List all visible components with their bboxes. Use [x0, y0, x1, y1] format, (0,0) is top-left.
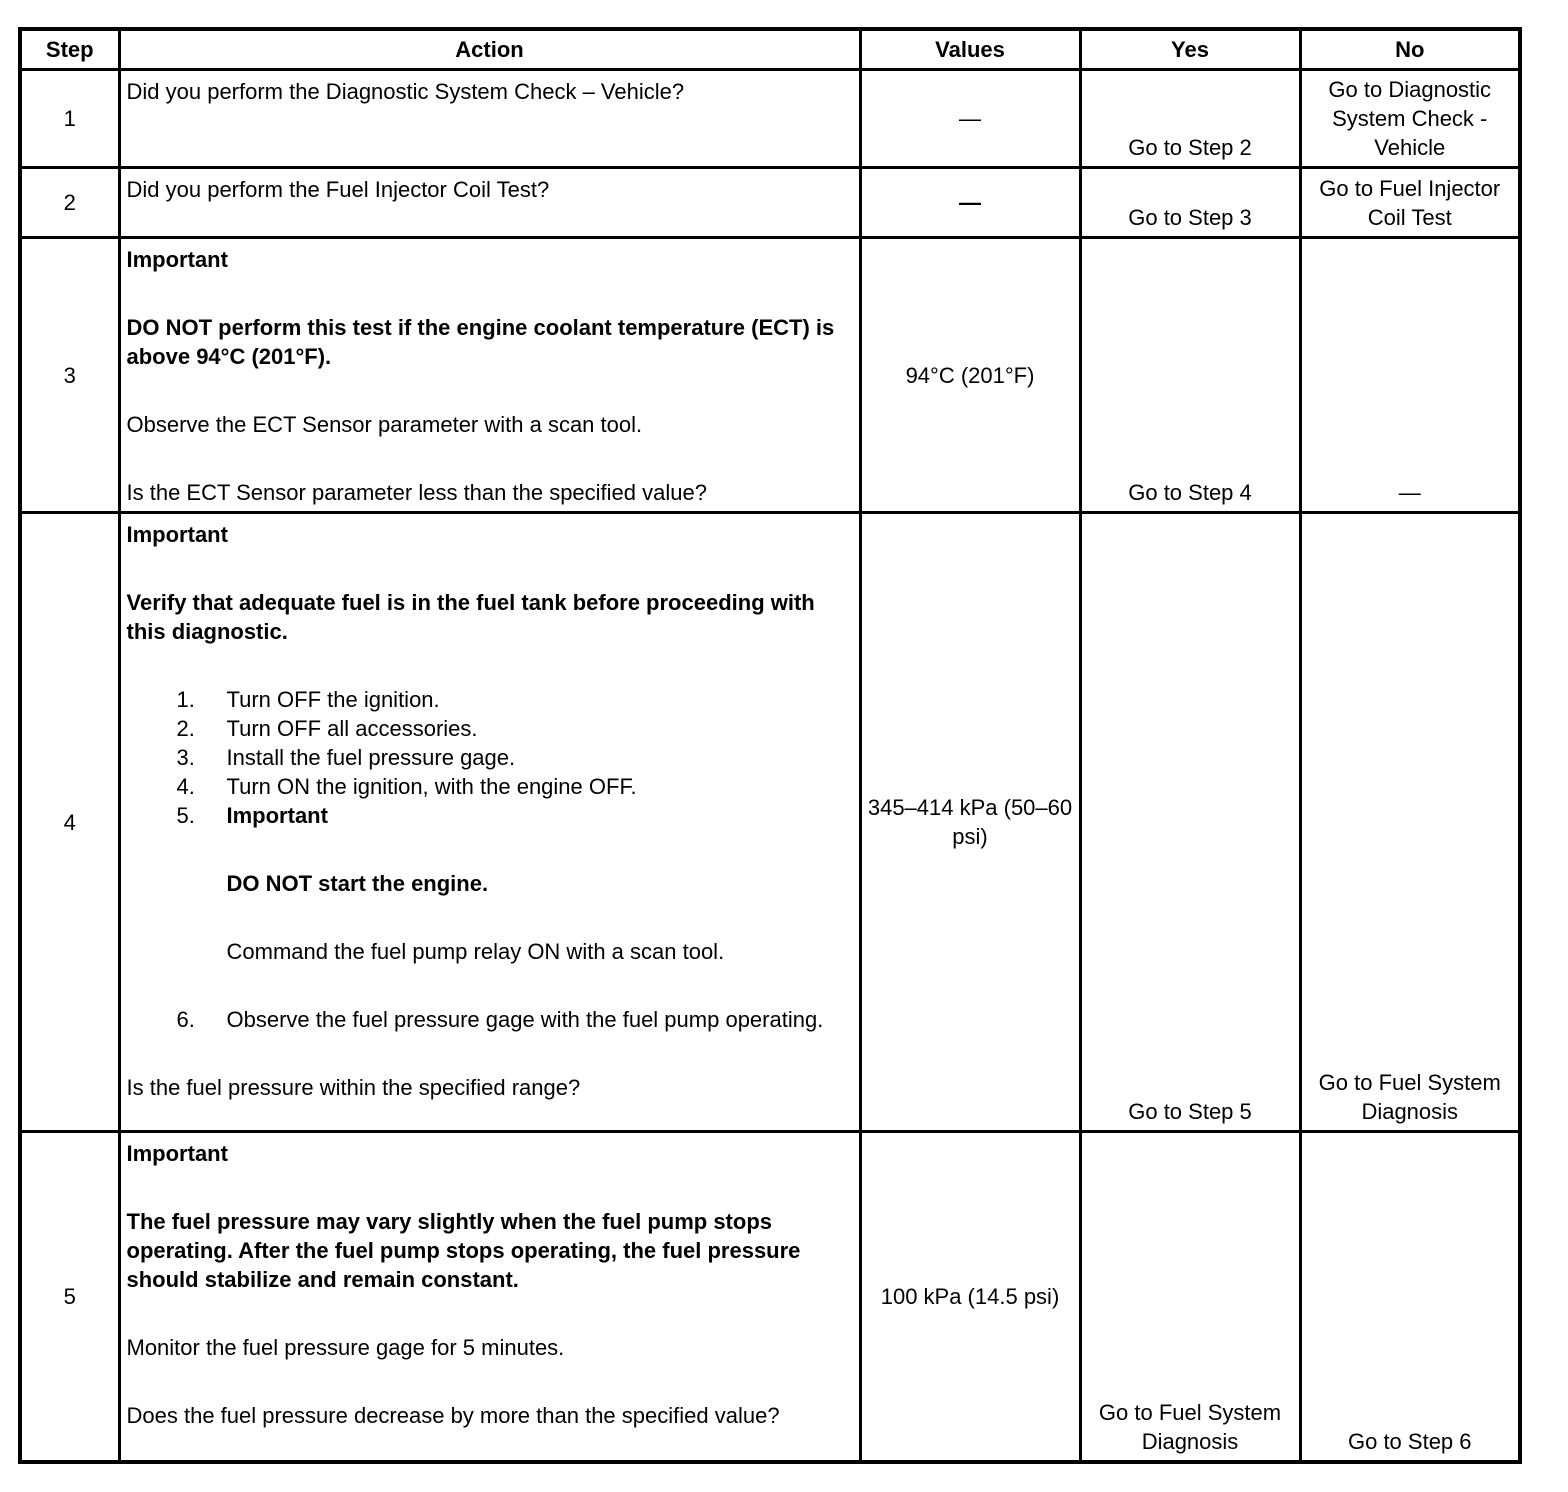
action-cell [119, 168, 860, 238]
list-item: 5. Important DO NOT start the engine. Command the fuel pump relay ON with a scan tool. [177, 801, 855, 1005]
list-item: 2. Turn OFF all accessories. [176, 716, 478, 741]
important-text: The fuel pressure may vary slightly when the fuel pump stops operating. After the fuel pump stops operating, the fuel pressure should stabilize and remain constant. [126, 1209, 801, 1292]
table-row [20, 238, 1520, 513]
action-cell [119, 1132, 860, 1462]
yes-cell: Go to Step 4 [1080, 238, 1300, 513]
table-row [20, 168, 1520, 238]
instruction-text: Command the fuel pump relay ON with a scan tool. [226, 939, 725, 964]
yes-cell: Go to Fuel System Diagnosis [1080, 1132, 1300, 1462]
no-cell: Go to Step 6 [1300, 1132, 1520, 1462]
important-label: Important [126, 247, 228, 272]
header-no: No [1300, 29, 1520, 70]
header-row [20, 29, 1520, 70]
no-cell: Go to Fuel System Diagnosis [1300, 513, 1520, 1132]
no-cell: Go to Diagnostic System Check - Vehicle [1300, 70, 1520, 168]
question-text: Did you perform the Fuel Injector Coil Test? [126, 177, 550, 202]
table-row [20, 1132, 1520, 1462]
important-label: Important [126, 1141, 228, 1166]
diagnostic-table [18, 27, 1522, 1464]
values-cell: 345–414 kPa (50–60 psi) [860, 513, 1080, 1132]
list-item: 4. Turn ON the ignition, with the engine OFF. [176, 774, 637, 799]
important-text: DO NOT start the engine. [226, 871, 489, 896]
important-label: Important [126, 522, 228, 547]
list-item: 3. Install the fuel pressure gage. [176, 745, 516, 770]
yes-cell: Go to Step 5 [1080, 513, 1300, 1132]
header-yes: Yes [1080, 29, 1300, 70]
important-text: DO NOT perform this test if the engine coolant temperature (ECT) is above 94°C (201°F). [126, 315, 835, 369]
important-text: Verify that adequate fuel is in the fuel tank before proceeding with this diagnostic. [126, 590, 815, 644]
header-values: Values [860, 29, 1080, 70]
list-item: 1. Turn OFF the ignition. [176, 687, 440, 712]
values-cell: 94°C (201°F) [860, 238, 1080, 513]
step-number: 4 [20, 513, 119, 1132]
step-number: 5 [20, 1132, 119, 1462]
table-row [20, 513, 1520, 1132]
important-label: Important [226, 803, 328, 828]
instruction-text: Observe the ECT Sensor parameter with a scan tool. [126, 412, 643, 437]
substep-list [127, 685, 855, 1034]
question-text: Is the ECT Sensor parameter less than the specified value? [126, 480, 707, 505]
action-cell [119, 70, 860, 168]
values-cell: — [860, 168, 1080, 238]
table-row [20, 70, 1520, 168]
header-step: Step [20, 29, 119, 70]
no-cell: — [1300, 238, 1520, 513]
action-cell [119, 238, 860, 513]
question-text: Is the fuel pressure within the specified range? [126, 1075, 581, 1100]
action-cell [119, 513, 860, 1132]
question-text: Did you perform the Diagnostic System Check – Vehicle? [126, 79, 685, 104]
yes-cell: Go to Step 2 [1080, 70, 1300, 168]
yes-cell: Go to Step 3 [1080, 168, 1300, 238]
values-cell: — [860, 70, 1080, 168]
values-cell: 100 kPa (14.5 psi) [860, 1132, 1080, 1462]
header-action: Action [119, 29, 860, 70]
step-number: 1 [20, 70, 119, 168]
list-item: 6. Observe the fuel pressure gage with the fuel pump operating. [176, 1007, 824, 1032]
step-number: 2 [20, 168, 119, 238]
no-cell: Go to Fuel Injector Coil Test [1300, 168, 1520, 238]
step-number: 3 [20, 238, 119, 513]
instruction-text: Monitor the fuel pressure gage for 5 minutes. [126, 1335, 565, 1360]
question-text: Does the fuel pressure decrease by more than the specified value? [126, 1403, 780, 1428]
